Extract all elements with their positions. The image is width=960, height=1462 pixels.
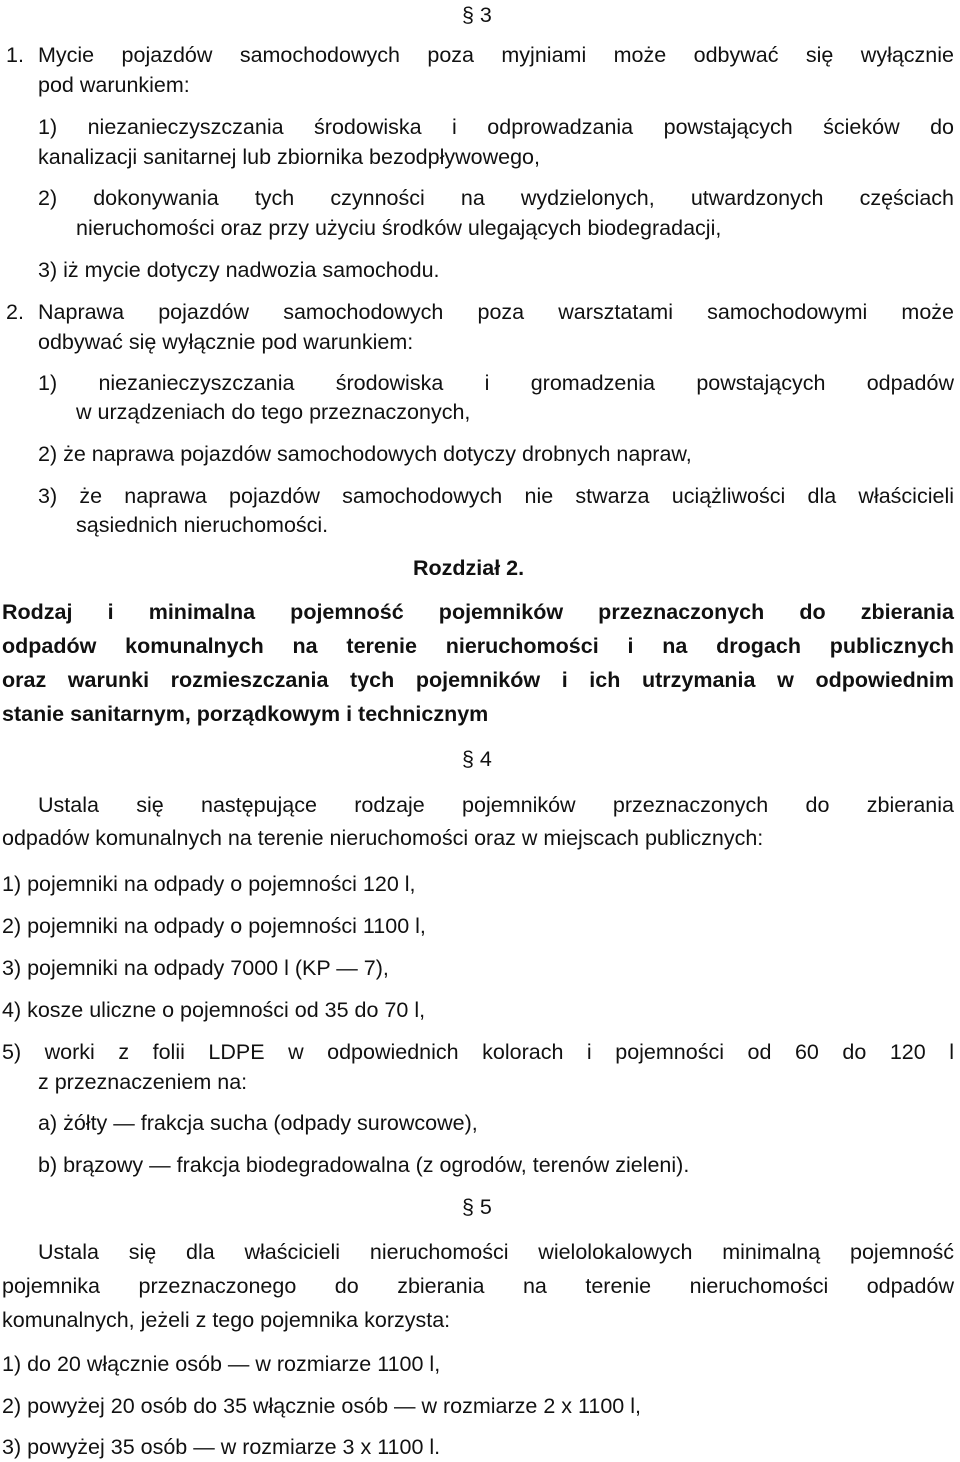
paragraph-2-line-1: Naprawa pojazdów samochodowych poza warsztatami samochodowymi może bbox=[38, 300, 954, 324]
paragraph-1-item-2-line-2: nieruchomości oraz przy użyciu środków ulegających biodegradacji, bbox=[76, 216, 722, 240]
section-5-item-1: 1) do 20 włącznie osób — w rozmiarze 1100 l, bbox=[2, 1352, 441, 1376]
section-4-item-3: 3) pojemniki na odpady 7000 l (KP — 7), bbox=[2, 956, 389, 980]
section-4-item-2: 2) pojemniki na odpady o pojemności 1100 l, bbox=[2, 914, 426, 938]
section-5-item-2: 2) powyżej 20 osób do 35 włącznie osób — w rozmiarze 2 x 1100 l, bbox=[2, 1394, 641, 1418]
chapter-title-line-1: Rodzaj i minimalna pojemność pojemników przeznaczonych do zbierania bbox=[2, 600, 954, 624]
paragraph-2-item-3-line-2: sąsiednich nieruchomości. bbox=[76, 513, 329, 537]
section-4-item-5-line-1: 5) worki z folii LDPE w odpowiednich kolorach i pojemności od 60 do 120 l bbox=[2, 1040, 954, 1064]
paragraph-2-item-1-line-1: 1) niezanieczyszczania środowiska i gromadzenia powstających odpadów bbox=[38, 371, 954, 395]
paragraph-1-line-1: Mycie pojazdów samochodowych poza myjniami może odbywać się wyłącznie bbox=[38, 43, 954, 67]
paragraph-1-item-3: 3) iż mycie dotyczy nadwozia samochodu. bbox=[38, 258, 440, 282]
chapter-title-line-3: oraz warunki rozmieszczania tych pojemników i ich utrzymania w odpowiednim bbox=[2, 668, 954, 692]
paragraph-2-item-2: 2) że naprawa pojazdów samochodowych dotyczy drobnych napraw, bbox=[38, 442, 692, 466]
section-4-subitem-b: b) brązowy — frakcja biodegradowalna (z ogrodów, terenów zieleni). bbox=[38, 1153, 690, 1177]
section-5-intro-line-2: pojemnika przeznaczonego do zbierania na terenie nieruchomości odpadów bbox=[2, 1274, 954, 1298]
chapter-title-line-2: odpadów komunalnych na terenie nieruchomości i na drogach publicznych bbox=[2, 634, 954, 658]
section-4-subitem-a: a) żółty — frakcja sucha (odpady surowcowe), bbox=[38, 1111, 478, 1135]
paragraph-1-item-1-line-1: 1) niezanieczyszczania środowiska i odprowadzania powstających ścieków do bbox=[38, 115, 954, 139]
paragraph-2-number: 2. bbox=[6, 300, 24, 324]
paragraph-1-number: 1. bbox=[6, 43, 24, 67]
paragraph-2-line-2: odbywać się wyłącznie pod warunkiem: bbox=[38, 330, 414, 354]
section-4-item-1: 1) pojemniki na odpady o pojemności 120 l, bbox=[2, 872, 416, 896]
section-4-intro-line-1: Ustala się następujące rodzaje pojemników przeznaczonych do zbierania bbox=[38, 793, 954, 817]
section-4-item-5-line-2: z przeznaczeniem na: bbox=[38, 1070, 248, 1094]
paragraph-1-item-1-line-2: kanalizacji sanitarnej lub zbiornika bezodpływowego, bbox=[38, 145, 540, 169]
section-5-intro-line-1: Ustala się dla właścicieli nieruchomości wielolokalowych minimalną pojemność bbox=[38, 1240, 954, 1264]
section-4-heading: § 4 bbox=[462, 747, 492, 771]
paragraph-1-item-2-line-1: 2) dokonywania tych czynności na wydzielonych, utwardzonych częściach bbox=[38, 186, 954, 210]
chapter-heading: Rozdział 2. bbox=[413, 556, 525, 580]
paragraph-1-line-2: pod warunkiem: bbox=[38, 73, 190, 97]
section-5-intro-line-3: komunalnych, jeżeli z tego pojemnika korzysta: bbox=[2, 1308, 451, 1332]
paragraph-2-item-1-line-2: w urządzeniach do tego przeznaczonych, bbox=[76, 400, 471, 424]
section-5-item-3: 3) powyżej 35 osób — w rozmiarze 3 x 1100 l. bbox=[2, 1435, 441, 1459]
chapter-title-line-4: stanie sanitarnym, porządkowym i technicznym bbox=[2, 702, 489, 726]
section-4-item-4: 4) kosze uliczne o pojemności od 35 do 70 l, bbox=[2, 998, 426, 1022]
section-3-heading: § 3 bbox=[462, 3, 492, 27]
section-4-intro-line-2: odpadów komunalnych na terenie nieruchomości oraz w miejscach publicznych: bbox=[2, 826, 764, 850]
section-5-heading: § 5 bbox=[462, 1195, 492, 1219]
paragraph-2-item-3-line-1: 3) że naprawa pojazdów samochodowych nie stwarza uciążliwości dla właścicieli bbox=[38, 484, 954, 508]
